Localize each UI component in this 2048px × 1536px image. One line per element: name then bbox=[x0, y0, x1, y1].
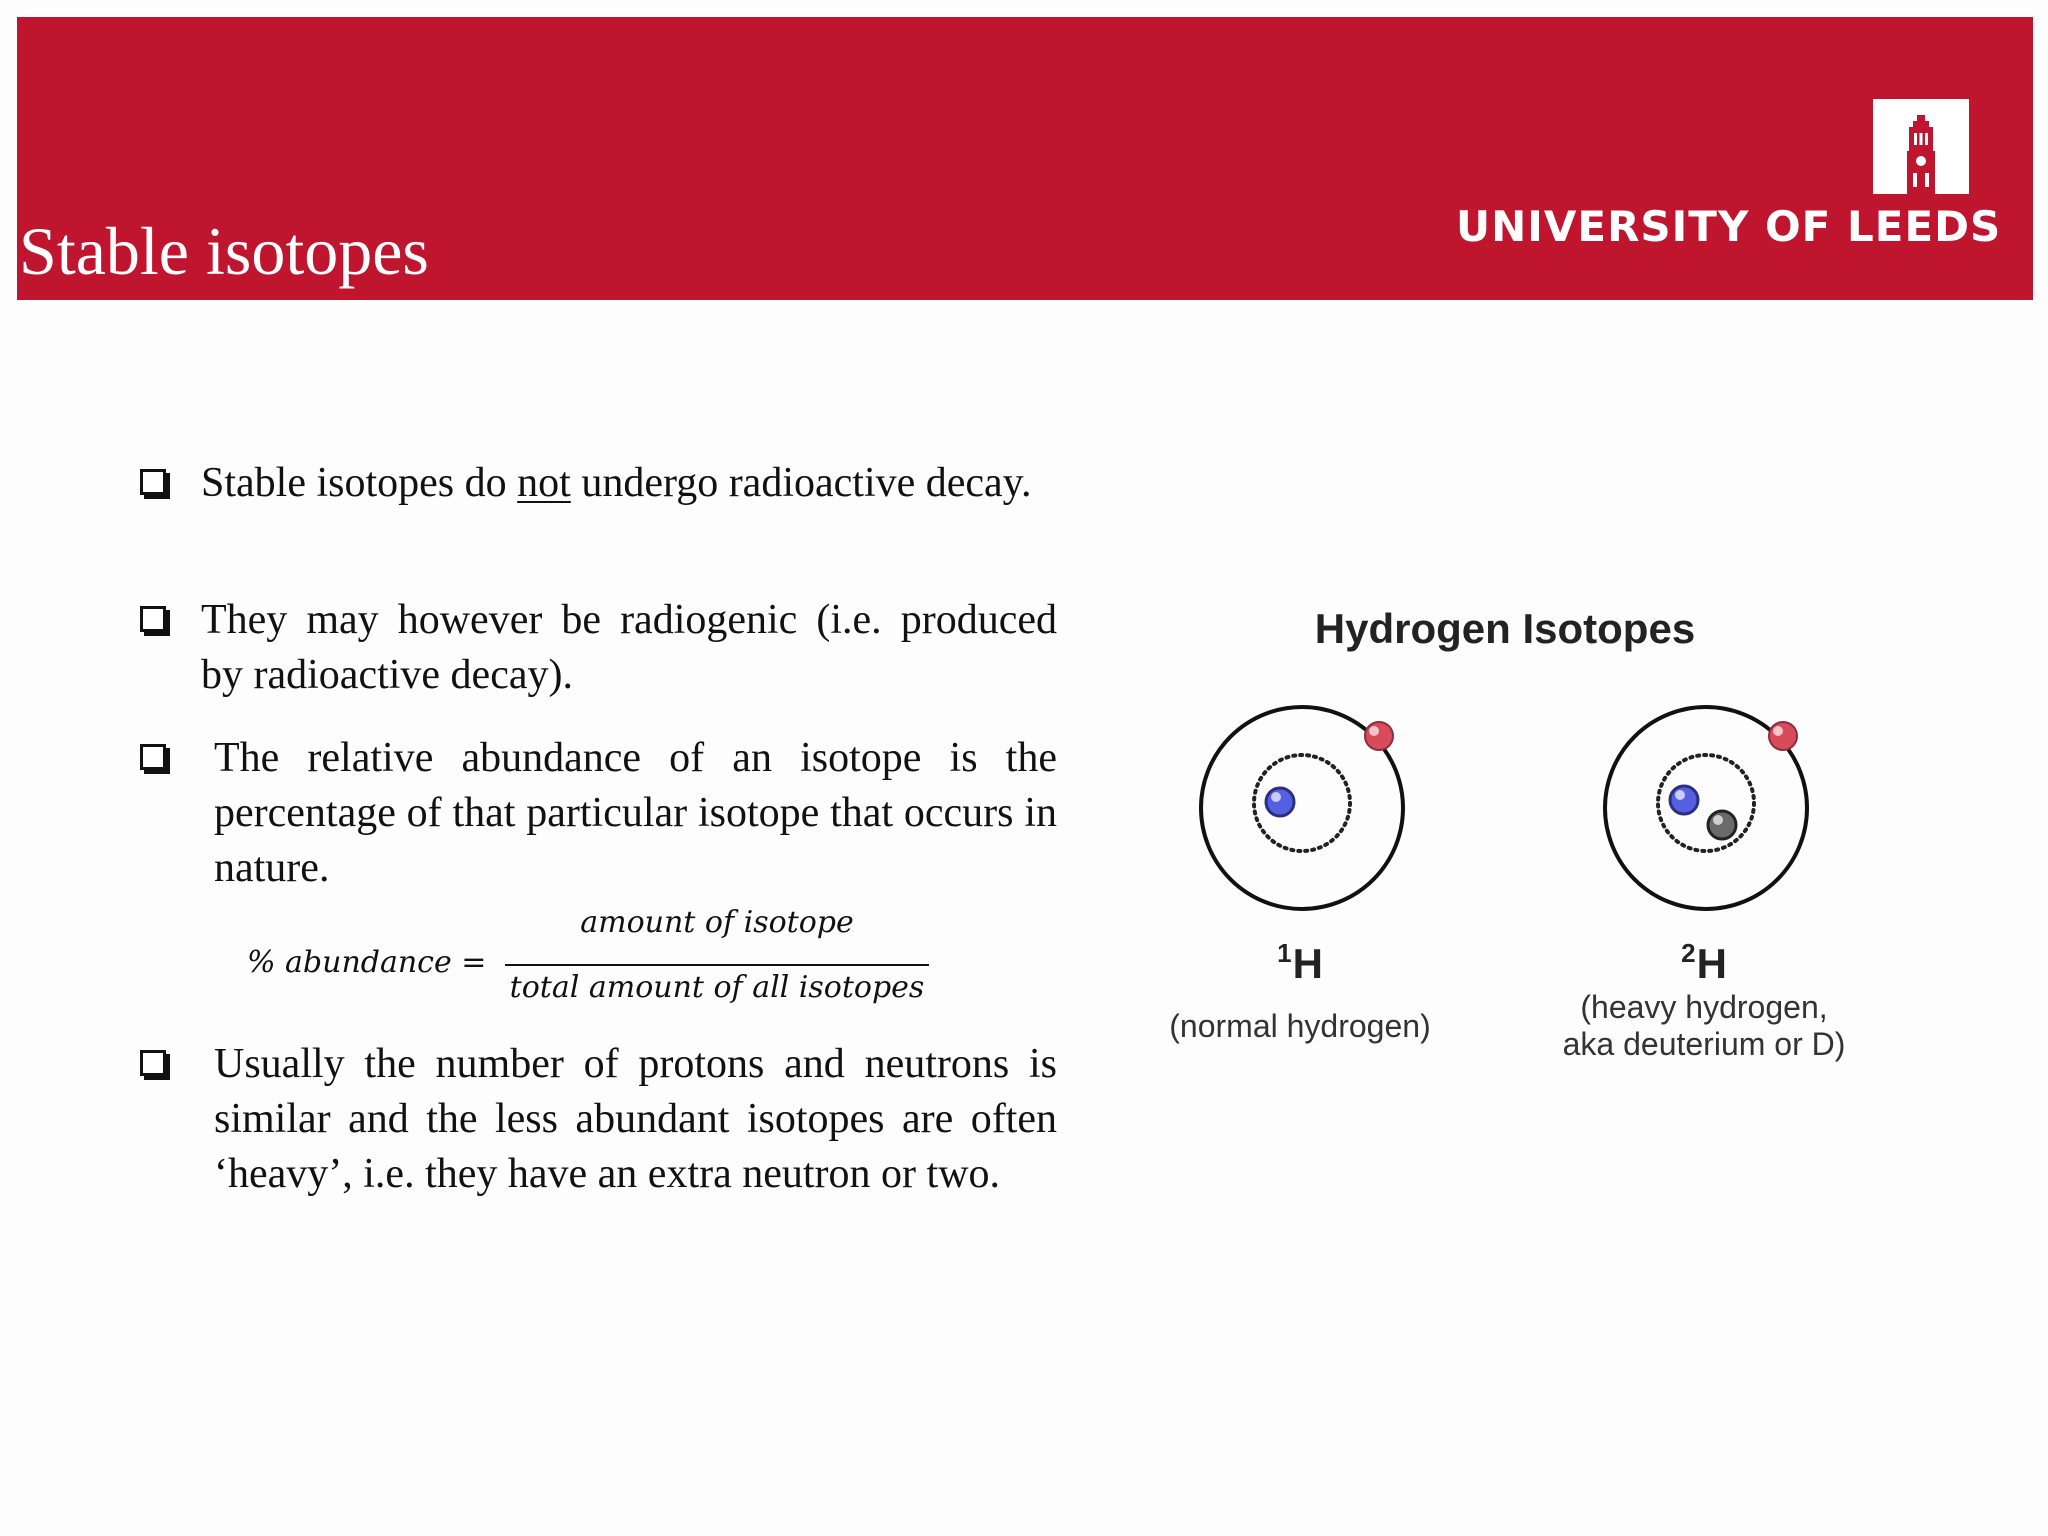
checkbox-square-icon bbox=[140, 744, 166, 770]
figure-title: Hydrogen Isotopes bbox=[1314, 605, 1696, 652]
tower-icon bbox=[1873, 99, 1969, 194]
checkbox-square-icon bbox=[140, 469, 166, 495]
fraction-bar bbox=[505, 964, 929, 966]
slide-title: Stable isotopes bbox=[19, 213, 429, 289]
underlined-word: not bbox=[517, 460, 571, 506]
hydrogen-1-atom-diagram bbox=[1190, 700, 1420, 930]
slide-header bbox=[17, 17, 2033, 300]
proton bbox=[1670, 786, 1698, 814]
checkbox-square-icon bbox=[140, 1050, 166, 1076]
hydrogen-2-atom-diagram bbox=[1596, 700, 1826, 930]
bullet-item: Stable isotopes do not undergo radioactive decay. bbox=[201, 456, 1057, 511]
isotope-symbol-2h: $^2$H bbox=[1681, 938, 1727, 987]
isotope-caption-1h: (normal hydrogen) bbox=[1169, 1008, 1431, 1044]
bullet-item: They may however be radiogenic (i.e. produced by radioactive decay). bbox=[201, 593, 1057, 703]
electron bbox=[1769, 722, 1797, 750]
proton bbox=[1266, 788, 1294, 816]
university-logo bbox=[1873, 99, 1969, 194]
isotope-caption-2h: (heavy hydrogen, aka deuterium or D) bbox=[1562, 989, 1846, 1062]
neutron bbox=[1708, 811, 1736, 839]
formula-denominator: total amount of all isotopes bbox=[509, 970, 925, 1005]
electron bbox=[1365, 722, 1393, 750]
formula-numerator: amount of isotope bbox=[580, 905, 854, 940]
bullet-item: The relative abundance of an isotope is the percentage of that particular isotope that occurs in nature. bbox=[214, 731, 1057, 896]
formula-lhs: % abundance = bbox=[247, 945, 487, 980]
isotope-symbol-1h: $^1$H bbox=[1277, 938, 1323, 987]
bullet-item: Usually the number of protons and neutrons is similar and the less abundant isotopes are often ‘heavy’, i.e. they have an extra neutron or two. bbox=[214, 1037, 1057, 1202]
checkbox-square-icon bbox=[140, 606, 166, 632]
university-name: UNIVERSITY OF LEEDS bbox=[1456, 202, 2002, 251]
